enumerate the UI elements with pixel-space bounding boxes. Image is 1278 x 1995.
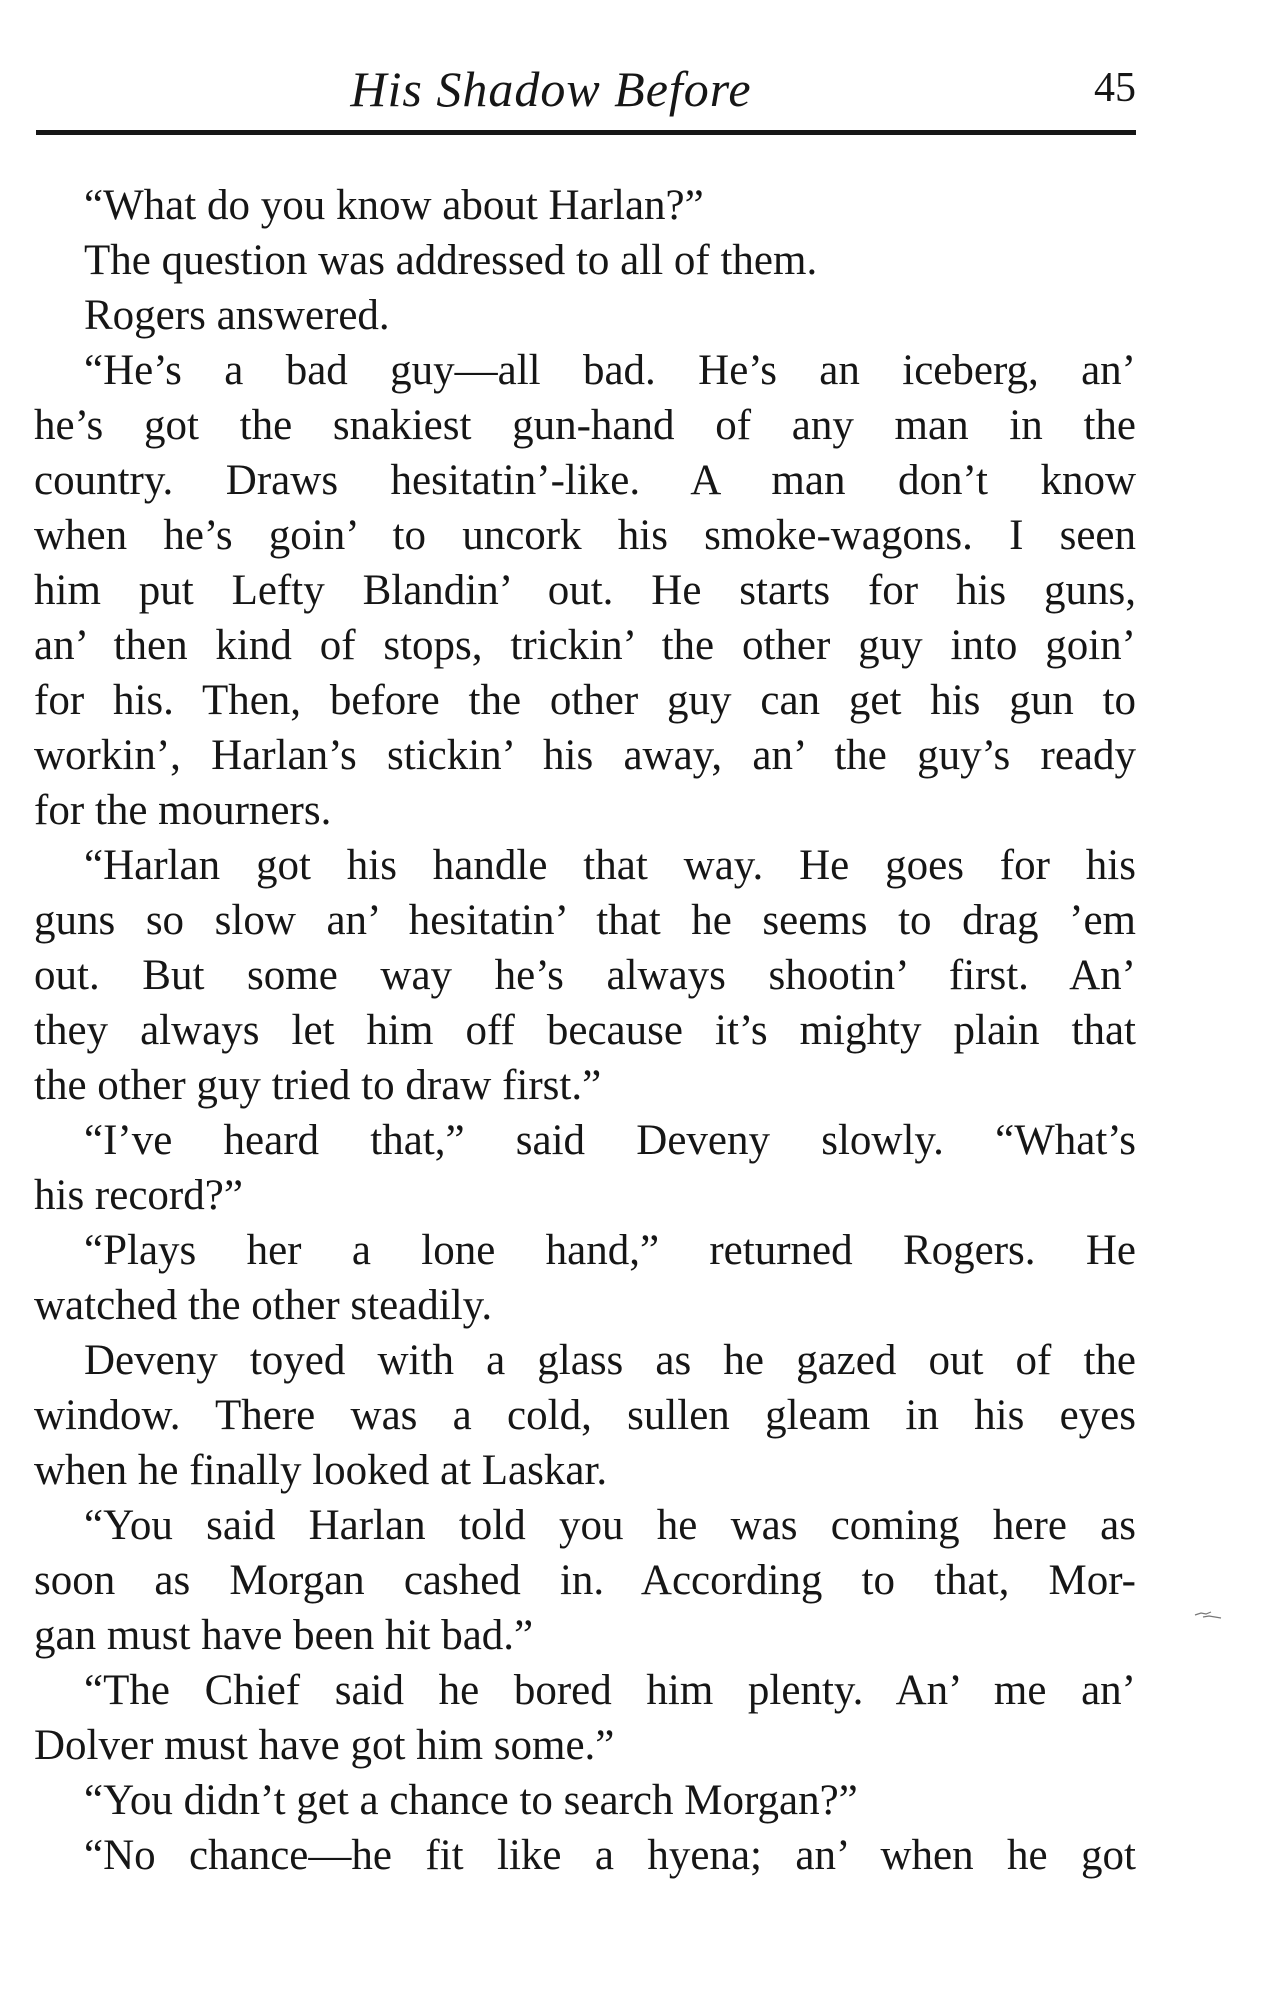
text-line: “I’ve heard that,” said Deveny slowly. “What’s xyxy=(84,1117,1136,1164)
text-line: workin’, Harlan’s stickin’ his away, an’ the guy’s ready xyxy=(34,732,1136,779)
text-line: “What do you know about Harlan?” xyxy=(84,182,704,229)
text-line: he’s got the snakiest gun-hand of any man in the xyxy=(34,402,1136,449)
text-line: window. There was a cold, sullen gleam in his eyes xyxy=(34,1392,1136,1439)
header-rule xyxy=(36,130,1136,135)
text-line: “No chance—he fit like a hyena; an’ when he got xyxy=(84,1832,1136,1879)
text-line: an’ then kind of stops, trickin’ the other guy into goin’ xyxy=(34,622,1136,669)
text-line: soon as Morgan cashed in. According to that, Mor- xyxy=(34,1557,1136,1604)
text-line: “Plays her a lone hand,” returned Rogers. He xyxy=(84,1227,1136,1274)
running-title: His Shadow Before xyxy=(350,61,752,117)
page-number: 45 xyxy=(1094,65,1136,111)
text-line: “The Chief said he bored him plenty. An’ me an’ xyxy=(84,1667,1136,1714)
text-line: “You didn’t get a chance to search Morgan?” xyxy=(84,1777,858,1824)
text-line: gan must have been hit bad.” xyxy=(34,1612,534,1659)
text-line: guns so slow an’ hesitatin’ that he seems to drag ’em xyxy=(34,897,1136,944)
text-line: “You said Harlan told you he was coming here as xyxy=(84,1502,1136,1549)
text-line: they always let him off because it’s mighty plain that xyxy=(34,1007,1136,1054)
text-line: for his. Then, before the other guy can get his gun to xyxy=(34,677,1136,724)
body-text xyxy=(34,178,1136,1883)
running-head xyxy=(36,58,1136,118)
text-line: out. But some way he’s always shootin’ first. An’ xyxy=(34,952,1136,999)
text-line: his record?” xyxy=(34,1172,243,1219)
text-line: Dolver must have got him some.” xyxy=(34,1722,615,1769)
text-line: Rogers answered. xyxy=(84,292,390,339)
text-line: The question was addressed to all of them. xyxy=(84,237,818,284)
margin-smudge xyxy=(1193,1606,1223,1620)
text-line: watched the other steadily. xyxy=(34,1282,493,1329)
text-line: country. Draws hesitatin’-like. A man don’t know xyxy=(34,457,1136,504)
text-line: Deveny toyed with a glass as he gazed out of the xyxy=(84,1337,1136,1384)
text-line: when he’s goin’ to uncork his smoke-wagons. I seen xyxy=(34,512,1136,559)
text-line: when he finally looked at Laskar. xyxy=(34,1447,608,1494)
text-line: “He’s a bad guy—all bad. He’s an iceberg, an’ xyxy=(84,347,1136,394)
text-line: for the mourners. xyxy=(34,787,332,834)
text-line: him put Lefty Blandin’ out. He starts for his guns, xyxy=(34,567,1136,614)
text-line: the other guy tried to draw first.” xyxy=(34,1062,602,1109)
text-line: “Harlan got his handle that way. He goes for his xyxy=(84,842,1136,889)
